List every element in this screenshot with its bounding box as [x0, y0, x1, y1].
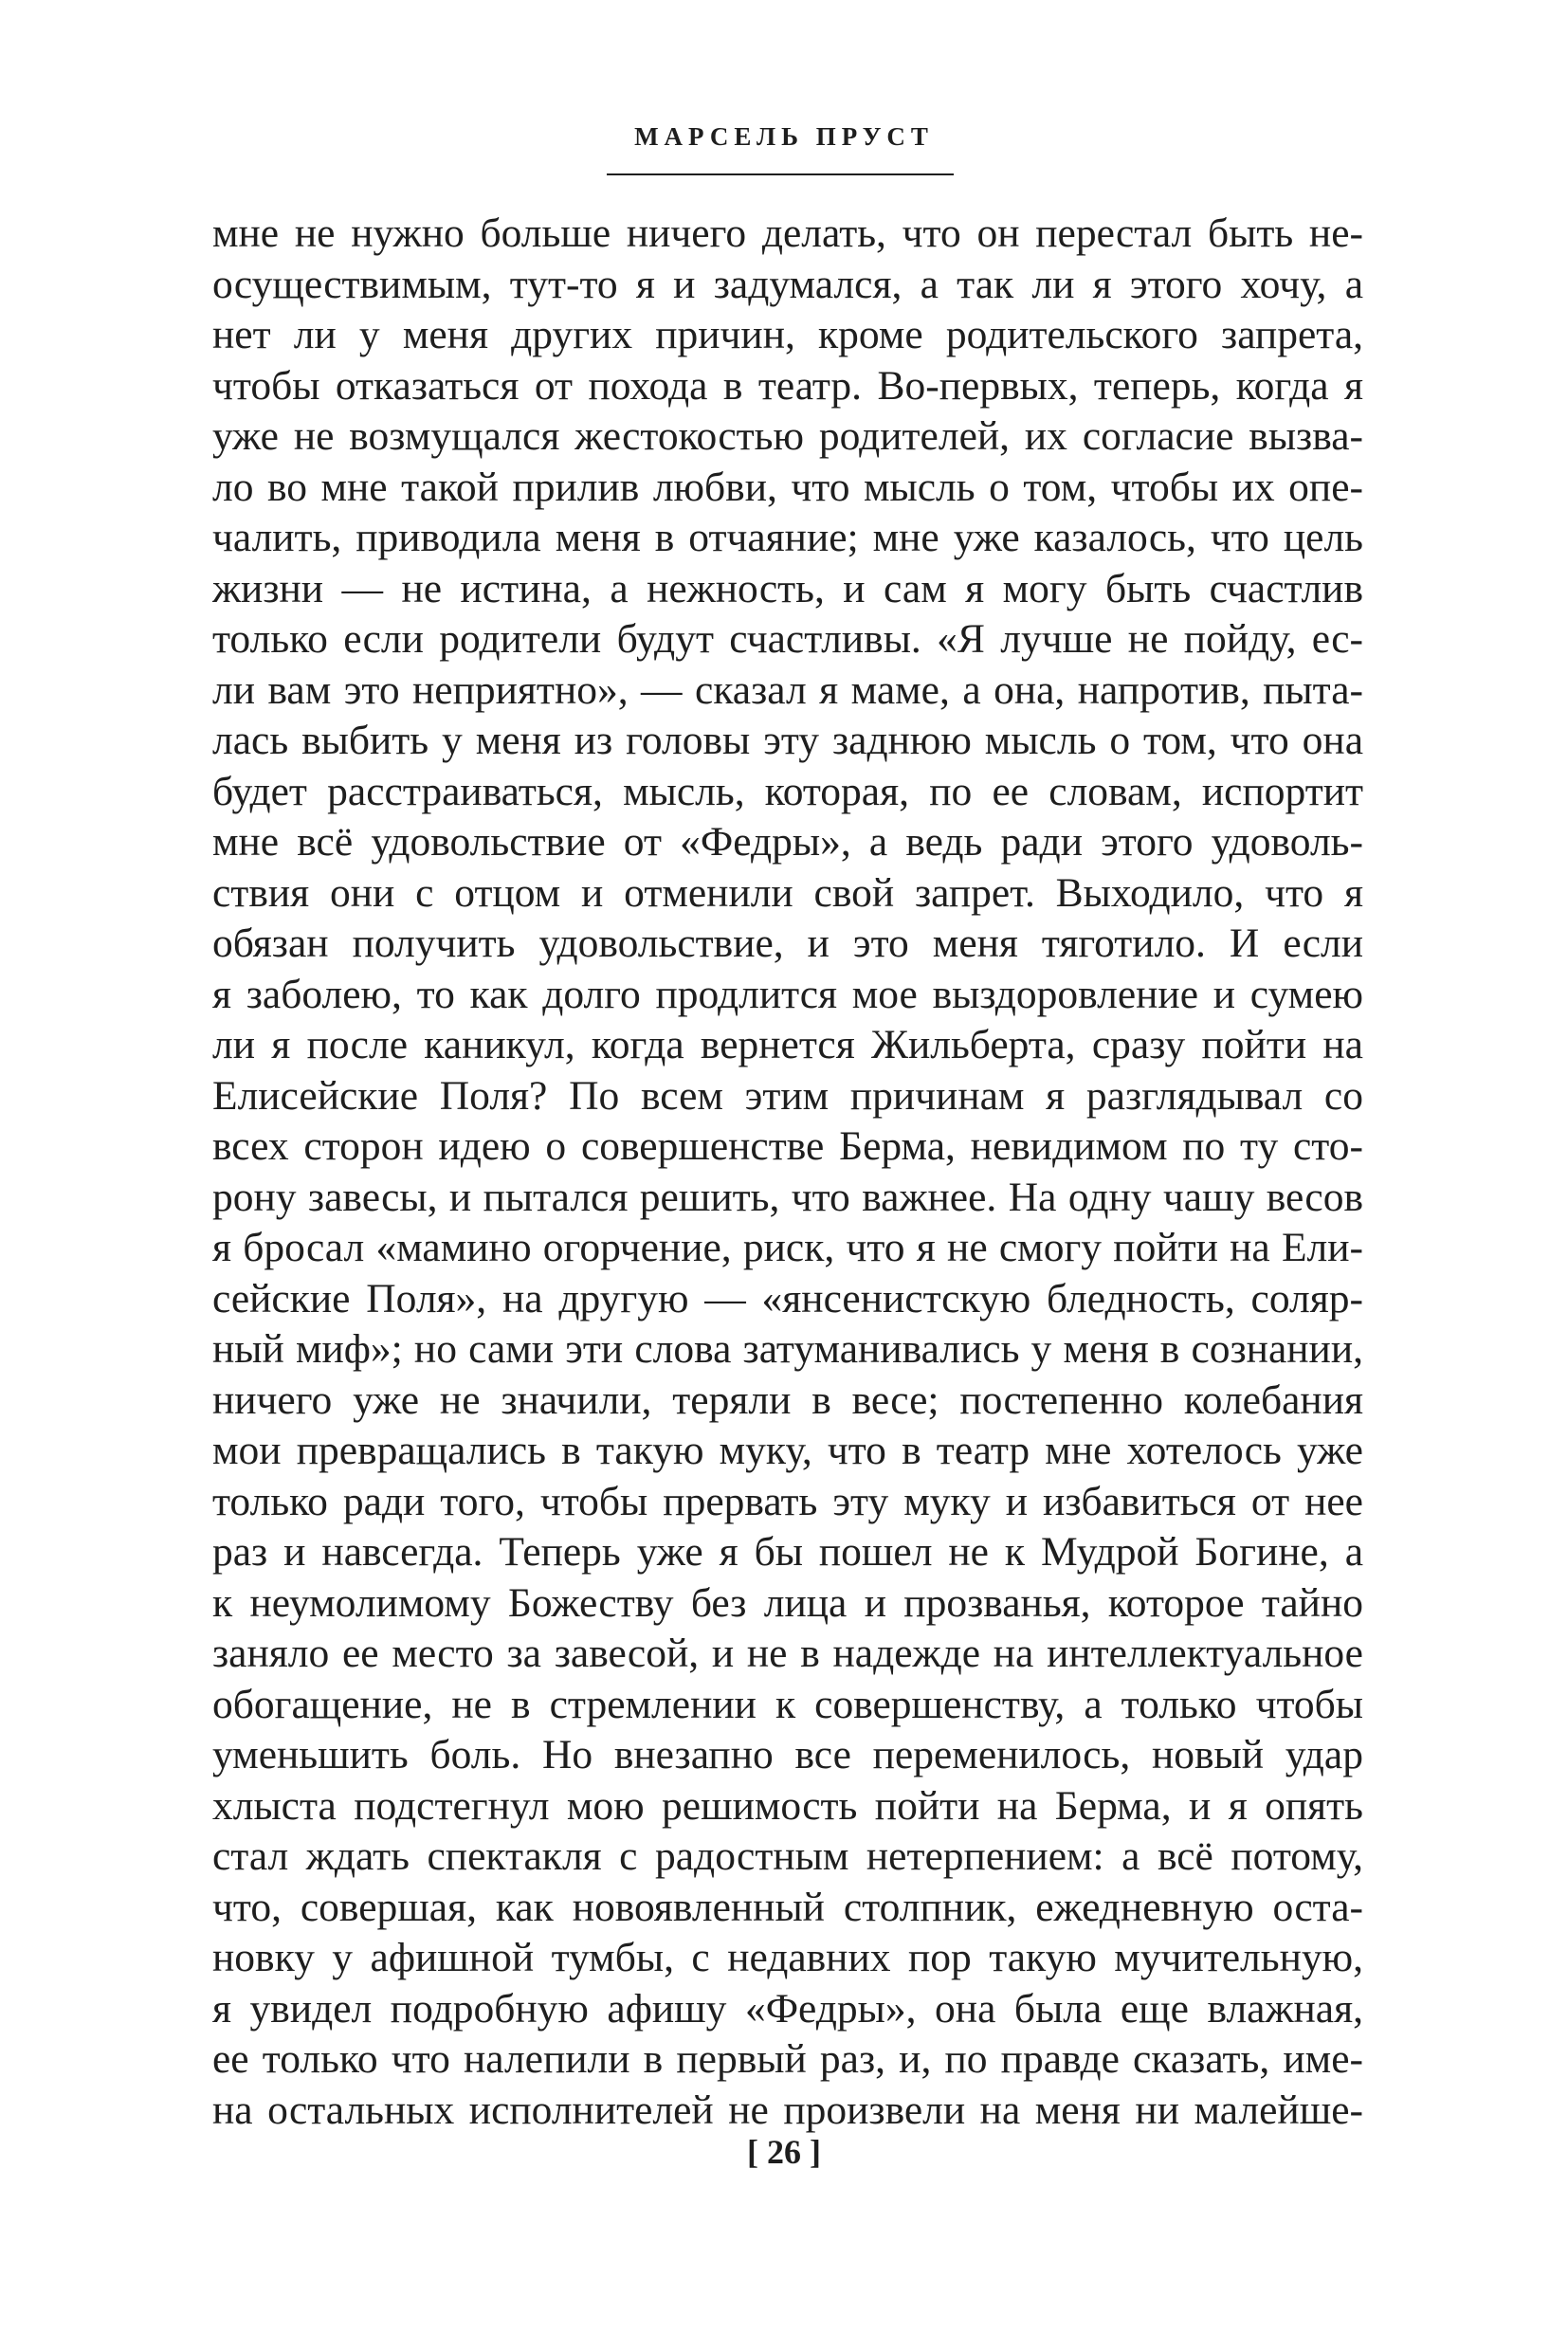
text-line: только если родители будут счастливы. «Я лучше не пойду, ес-: [212, 616, 1363, 662]
text-line: мне не нужно больше ничего делать, что он перестал быть не-: [212, 210, 1363, 256]
text-line: хлыста подстегнул мою решимость пойти на Берма, и я опять: [212, 1782, 1363, 1829]
body-text: [212, 209, 1363, 2136]
text-line: я увидел подробную афишу «Федры», она была еще влажная,: [212, 1985, 1363, 2032]
page-number: [ 26 ]: [747, 2133, 821, 2171]
text-line: ее только что налепили в первый раз, и, по правде сказать, име-: [212, 2036, 1363, 2082]
text-line: лась выбить у меня из головы эту заднюю мысль о том, что она: [212, 718, 1363, 763]
text-line: к неумолимому Божеству без лица и прозванья, которое тайно: [212, 1579, 1363, 1626]
text-line: я бросал «мамино огорчение, риск, что я не смогу пойти на Ели-: [212, 1225, 1363, 1270]
text-line: ный миф»; но сами эти слова затуманивались у меня в сознании,: [212, 1326, 1363, 1372]
text-line: только ради того, чтобы прервать эту муку и избавиться от нее: [212, 1478, 1363, 1524]
text-line: обогащение, не в стремлении к совершенству, а только чтобы: [212, 1681, 1363, 1727]
text-line: сейские Поля», на другую — «янсенистскую бледность, соляр-: [212, 1275, 1363, 1321]
text-line: жизни — не истина, а нежность, и сам я могу быть счастлив: [212, 565, 1363, 611]
text-line: на остальных исполнителей не произвели на меня ни малейше-: [212, 2087, 1363, 2133]
text-line: новку у афишной тумбы, с недавних пор такую мучительную,: [212, 1935, 1363, 1980]
text-line: мне всё удовольствие от «Федры», а ведь ради этого удоволь-: [212, 819, 1363, 865]
text-line: ло во мне такой прилив любви, что мысль о том, чтобы их опе-: [212, 464, 1363, 510]
text-line: заняло ее место за завесой, и не в надежде на интеллектуальное: [212, 1631, 1363, 1676]
text-line: рону завесы, и пытался решить, что важнее. На одну чашу весов: [212, 1174, 1363, 1220]
text-line: обязан получить удовольствие, и это меня тяготило. И если: [212, 920, 1363, 966]
text-line: уменьшить боль. Но внезапно все переменилось, новый удар: [212, 1732, 1363, 1777]
text-line: я заболею, то как долго продлится мое выздоровление и сумею: [212, 971, 1363, 1017]
header-rule: [607, 173, 954, 175]
text-line: чалить, приводила меня в отчаяние; мне уже казалось, что цель: [212, 515, 1363, 560]
text-line: Елисейские Поля? По всем этим причинам я разглядывал со: [212, 1072, 1363, 1119]
text-line: ничего уже не значили, теряли в весе; постепенно колебания: [212, 1376, 1363, 1423]
text-line: нет ли у меня других причин, кроме родительского запрета,: [212, 312, 1363, 357]
text-line: всех сторон идею о совершенстве Берма, невидимом по ту сто-: [212, 1123, 1363, 1169]
running-head: МАРСЕЛЬ ПРУСТ: [634, 122, 934, 151]
text-line: что, совершая, как новоявленный столпник, ежедневную оста-: [212, 1884, 1363, 1930]
text-line: раз и навсегда. Теперь уже я бы пошел не к Мудрой Богине, а: [212, 1529, 1363, 1575]
text-line: осуществимым, тут-то я и задумался, а так ли я этого хочу, а: [212, 261, 1363, 307]
text-line: чтобы отказаться от похода в театр. Во-первых, теперь, когда я: [212, 362, 1363, 409]
text-line: ли вам это неприятно», — сказал я маме, а она, напротив, пыта-: [212, 666, 1363, 713]
text-line: стал ждать спектакля с радостным нетерпением: а всё потому,: [212, 1833, 1363, 1879]
text-line: будет расстраиваться, мысль, которая, по ее словам, испортит: [212, 768, 1363, 814]
text-line: ствия они с отцом и отменили свой запрет. Выходило, что я: [212, 869, 1363, 916]
text-line: уже не возмущался жестокостью родителей, их согласие вызва-: [212, 413, 1363, 459]
text-line: ли я после каникул, когда вернется Жильберта, сразу пойти на: [212, 1022, 1363, 1067]
text-line: мои превращались в такую муку, что в театр мне хотелось уже: [212, 1428, 1363, 1473]
